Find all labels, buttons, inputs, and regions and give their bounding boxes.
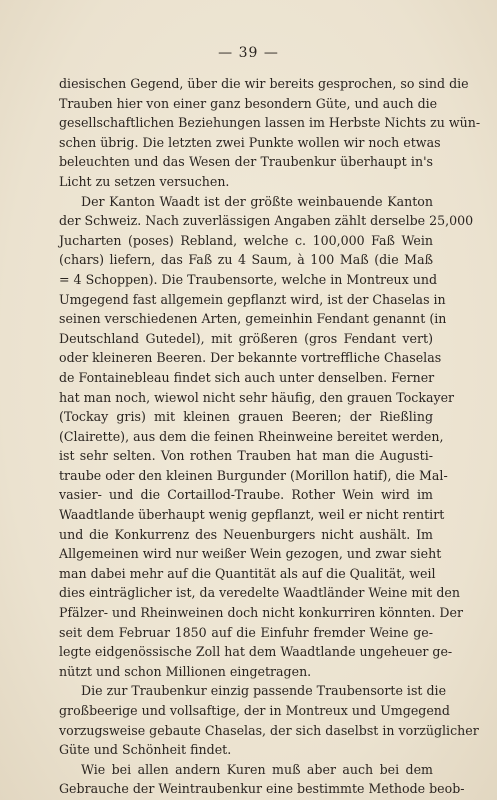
text-line: hat man noch, wiewol nicht sehr häufig, den grauen Tockayer — [59, 389, 455, 405]
text-line: gesellschaftlichen Beziehungen lassen im Herbste Nichts zu wün- — [59, 115, 481, 131]
text-line: dies einträglicher ist, da veredelte Waadtländer Weine mit den — [59, 585, 460, 601]
text-line: legte eidgenössische Zoll hat dem Waadtlande ungeheuer ge- — [59, 644, 453, 660]
paragraph — [59, 760, 465, 799]
text-line: Waadtlande überhaupt wenig gepflanzt, weil er nicht rentirt — [59, 507, 445, 523]
text-line: ist sehr selten. Von rothen Trauben hat man die Augusti- — [59, 448, 433, 464]
text-line: Gebrauche der Weintraubenkur eine bestimmte Methode beob- — [59, 781, 465, 797]
text-line: oder kleineren Beeren. Der bekannte vortreffliche Chaselas — [59, 350, 442, 366]
text-line: vasier- und die Cortaillod-Traube. Rother Wein wird im — [59, 487, 433, 503]
text-line: Güte und Schönheit findet. — [59, 742, 232, 758]
text-line: Jucharten (poses) Rebland, welche c. 100,000 Faß Wein — [59, 232, 433, 248]
paragraph — [59, 192, 474, 682]
text-line: und die Konkurrenz des Neuenburgers nicht aushält. Im — [59, 526, 433, 542]
text-line: schen übrig. Die letzten zwei Punkte wollen wir noch etwas — [59, 134, 441, 150]
text-line: man dabei mehr auf die Quantität als auf die Qualität, weil — [59, 565, 436, 581]
paragraph — [59, 681, 479, 759]
text-line: Trauben hier von einer ganz besondern Güte, und auch die — [59, 95, 438, 111]
text-line: Umgegend fast allgemein gepflanzt wird, ist der Chaselas in — [59, 291, 446, 307]
paragraph — [59, 74, 481, 192]
text-line: Deutschland Gutedel), mit größeren (gros Fendant vert) — [59, 330, 433, 346]
text-line: seinen verschiedenen Arten, gemeinhin Fendant genannt (in — [59, 311, 447, 327]
text-line: (Tockay gris) mit kleinen grauen Beeren; der Rießling — [59, 409, 433, 425]
page-number: — 39 — — [218, 45, 279, 61]
text-line: Licht zu setzen versuchen. — [59, 173, 230, 189]
text-line: (Clairette), aus dem die feinen Rheinweine bereitet werden, — [59, 428, 444, 444]
text-line: = 4 Schoppen). Die Traubensorte, welche in Montreux und — [59, 271, 438, 287]
text-line: Der Kanton Waadt ist der größte weinbauende Kanton — [81, 193, 433, 209]
text-line: Die zur Traubenkur einzig passende Traubensorte ist die — [81, 683, 447, 699]
text-line: Allgemeinen wird nur weißer Wein gezogen, und zwar sieht — [59, 546, 442, 562]
text-line: diesischen Gegend, über die wir bereits gesprochen, so sind die — [59, 76, 469, 91]
text-line: (chars) liefern, das Faß zu 4 Saum, à 100 Maß (die Maß — [59, 252, 433, 268]
text-line: traube oder den kleinen Burgunder (Morillon hatif), die Mal- — [59, 467, 448, 483]
text-line: Wie bei allen andern Kuren muß aber auch bei dem — [81, 761, 433, 777]
text-line: vorzugsweise gebaute Chaselas, der sich daselbst in vorzüglicher — [59, 722, 479, 738]
text-line: nützt und schon Millionen eingetragen. — [59, 663, 312, 679]
body-text — [59, 74, 481, 799]
text-line: seit dem Februar 1850 auf die Einfuhr fremder Weine ge- — [59, 624, 433, 640]
text-line: Pfälzer- und Rheinweinen doch nicht konkurriren könnten. Der — [59, 605, 463, 621]
text-line: großbeerige und vollsaftige, der in Montreux und Umgegend — [59, 703, 450, 718]
text-line: der Schweiz. Nach zuverlässigen Angaben zählt derselbe 25,000 — [59, 213, 474, 229]
text-line: de Fontainebleau findet sich auch unter denselben. Ferner — [59, 369, 435, 385]
text-line: beleuchten und das Wesen der Traubenkur überhaupt in's — [59, 154, 433, 170]
